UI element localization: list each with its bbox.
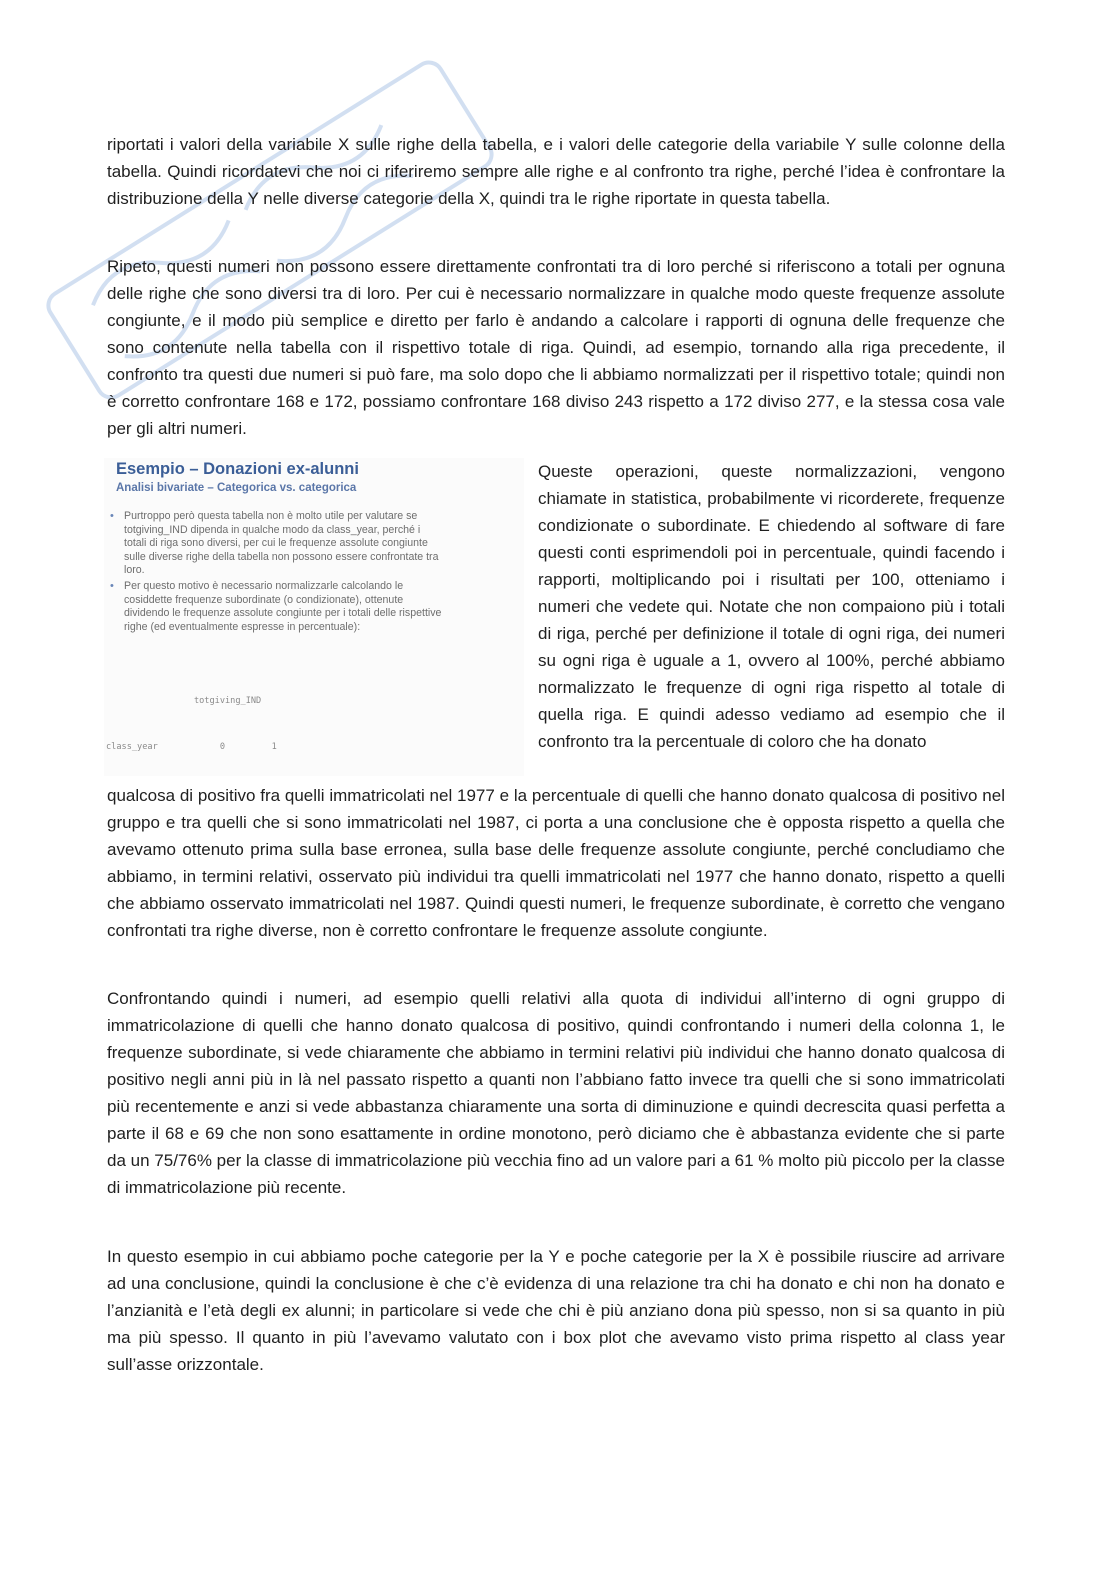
paragraph-2: Ripeto, questi numeri non possono essere direttamente confrontati tra di loro perché si riferiscono a totali per ognuna delle righe che sono diversi tra di loro. Per cui è necessario normalizzare in qualche modo queste frequenze assolute congiunte, e il modo più semplice e diretto per farlo è andando a calcolare i rapporti di ognuna delle frequenze che sono contenute nella tabella con il rispettivo totale di riga. Quindi, ad esempio, tornando alla riga precedente, il confronto tra questi due numeri si può fare, ma solo dopo che li abbiamo normalizzati per il rispettivo totale; quindi non è corretto confrontare 168 e 172, possiamo confrontare 168 diviso 243 rispetto a 172 diviso 277, e la stessa cosa vale per gli altri numeri. xyxy=(107,257,1005,438)
slide-bullet-list xyxy=(108,510,518,636)
paragraph-5: Confrontando quindi i numeri, ad esempio quelli relativi alla quota di individui all’interno di ogni gruppo di immatricolazione di quelli che hanno donato qualcosa di positivo, quindi confrontando i numeri della colonna 1, le frequenze subordinate, si vede chiaramente che abbiamo in termini relativi più individui che hanno donato qualcosa di positivo negli anni più in là nel passato rispetto a quanti non l’abbiano fatto invece tra quelli che si sono immatricolati più recentemente e anzi si vede abbastanza chiaramente una sorta di diminuzione e quindi decrescita quasi perfetta a parte il 68 e 69 che non sono esattamente in ordine monotono, però diciamo che è abbastanza evidente che si parte da un 75/76% per la classe di immatricolazione più vecchia fino ad un valore pari a 61 % molto più piccolo per la classe di immatricolazione più recente. xyxy=(107,989,1006,1197)
output-line: totgiving_IND xyxy=(106,696,262,707)
slide-image-example xyxy=(104,458,524,776)
slide-bullet: • Purtroppo però questa tabella non è molto utile per valutare se totgiving_IND dipenda in qualche modo da class_year, perché i totali di riga sono diversi, per cui le frequenze assolute congiunte sulle diverse righe della tabella non possono essere confrontate tra loro. xyxy=(110,510,439,577)
paragraph-3: Queste operazioni, queste normalizzazioni, vengono chiamate in statistica, probabilmente vi ricorderete, frequenze condizionate o subordinate. E chiedendo al software di fare questi conti esprimendoli poi in percentuale, quindi facendo i rapporti, moltiplicando poi i risultati per 100, otteniamo i numeri che vedete qui. Notate che non compaiono più i totali di riga, perché per definizione il totale di ogni riga, dei numeri su ogni riga è uguale a 1, ovvero al 100%, perché abbiamo normalizzato le frequenze di ogni riga rispetto al totale di quella riga. E quindi adesso vediamo ad esempio che il confronto tra la percentuale di coloro che ha donato xyxy=(538,462,1005,751)
paragraph-6: In questo esempio in cui abbiamo poche categorie per la Y e poche categorie per la X è possibile riuscire ad arrivare ad una conclusione, quindi la conclusione è che c’è evidenza di una relazione tra chi ha donato e chi non ha donato e l’anzianità e l’età degli ex alunni; in particolare si vede che chi è più anziano dona più spesso, non si sa quanto in più ma più spesso. Il quanto in più l’avevamo valutato con i box plot che avevamo visto prima rispetto al class year sull’asse orizzontale. xyxy=(107,1247,1005,1374)
slide-bullet: • Per questo motivo è necessario normalizzarle calcolando le cosiddette frequenze subordinate (o condizionate), ottenute dividendo le frequenze assolute congiunte per i totali delle rispettive righe (ed eventualmente espresse in percentuale): xyxy=(110,579,442,633)
slide-subtitle: Analisi bivariate – Categorica vs. categorica xyxy=(116,482,357,494)
r-output-table xyxy=(106,664,277,776)
paragraph-4: qualcosa di positivo fra quelli immatricolati nel 1977 e la percentuale di quelli che hanno donato qualcosa di positivo nel gruppo e tra quelli che si sono immatricolati nel 1987, ci porta a una conclusione che è opposta rispetto a quella che avevamo ottenuto prima sulla base erronea, sulla base delle frequenze assolute congiunte, perché concludiamo che abbiamo, in termini relativi, osservato più individui tra quelli immatricolati nel 1977 che hanno donato, rispetto a quelli che abbiamo osservato immatricolati nel 1987. Quindi questi numeri, le frequenze subordinate, è corretto che vengano confrontati tra righe diverse, non è corretto confrontare le frequenze assolute congiunte. xyxy=(107,786,1006,940)
slide-title: Esempio – Donazioni ex-alunni xyxy=(116,460,359,478)
bullet-dot-icon: • xyxy=(110,579,114,592)
output-line: class_year 0 1 xyxy=(106,742,277,753)
bullet-dot-icon: • xyxy=(110,510,114,522)
paragraph-1: riportati i valori della variabile X sulle righe della tabella, e i valori delle categorie della variabile Y sulle colonne della tabella. Quindi ricordatevi che noi ci riferiremo sempre alle righe e al confronto tra righe, perché l’idea è confrontare la distribuzione della Y nelle diverse categorie della X, quindi tra le righe riportate in questa tabella. xyxy=(107,135,1005,208)
